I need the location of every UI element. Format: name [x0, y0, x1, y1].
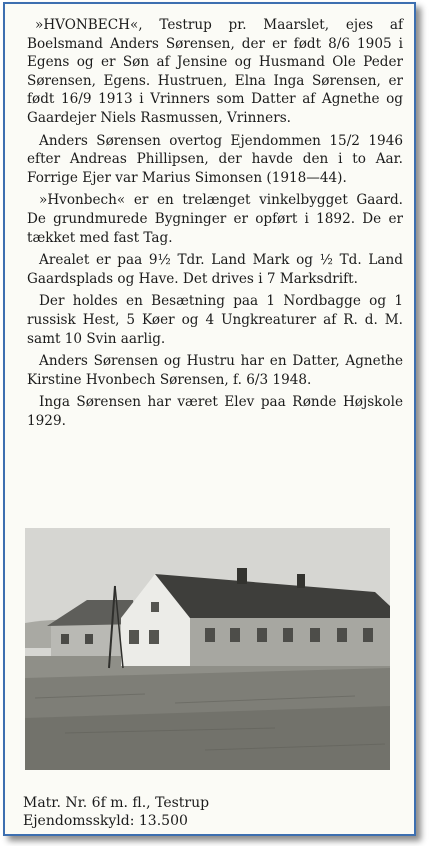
paragraph-buildings: »Hvonbech« er en trelænget vinkelbygget Gaard. De grundmurede Bygninger er opført i 1892. De er tækket med fast Tag. — [27, 192, 403, 246]
paragraph-area: Arealet er paa 9½ Tdr. Land Mark og ½ Td. Land Gaardsplads og Have. Det drives i 7 Marksdrift. — [27, 252, 403, 287]
paragraph-education: Inga Sørensen har været Elev paa Rønde Højskole 1929. — [27, 394, 403, 429]
property-caption — [23, 794, 403, 830]
article-frame — [3, 2, 416, 836]
paragraph-livestock: Der holdes en Besætning paa 1 Nordbagge og 1 russisk Hest, 5 Køer og 4 Ungkreaturer af R. d. M. samt 10 Svin aarlig. — [27, 293, 403, 347]
paragraph-ownership: »HVONBECH«, Testrup pr. Maarslet, ejes af Boelsmand Anders Sørensen, der er født 8/6 1905 i Egens og er Søn af Jensine og Husmand Ole Peder Sørensen, Egens. Hustruen, Elna Inga Sørensen, er født 16/9 1913 i Vrinners som Datter af Agnethe og Gaardejer Niels Rasmussen, Vrinners. — [27, 17, 403, 126]
paragraph-history: Anders Sørensen overtog Ejendommen 15/2 1946 efter Andreas Phillipsen, der havde den i to Aar. Forrige Ejer var Marius Simonsen (1918—44). — [27, 132, 403, 186]
farm-photo — [25, 528, 390, 770]
property-valuation: Ejendomsskyld: 13.500 — [23, 813, 188, 829]
farm-photo-illustration — [25, 528, 390, 770]
paragraph-children: Anders Sørensen og Hustru har en Datter, Agnethe Kirstine Hvonbech Sørensen, f. 6/3 1948. — [27, 353, 403, 388]
article-text — [27, 16, 403, 434]
cadastral-number: Matr. Nr. 6f m. fl., Testrup — [23, 795, 210, 811]
